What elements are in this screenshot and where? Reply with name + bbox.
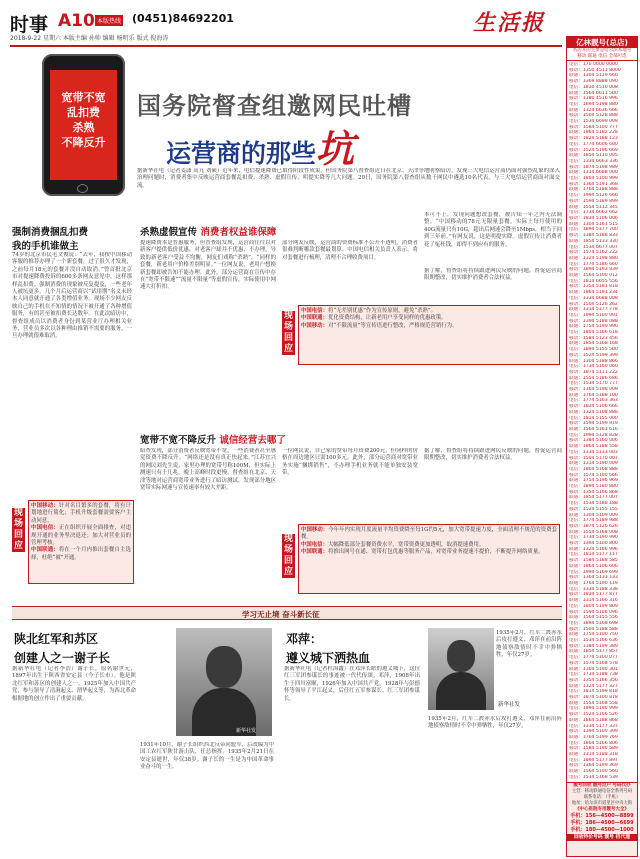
ad-number-row: 联通：1854 5168 168: [569, 341, 618, 347]
response-item: [31, 547, 131, 562]
ad-number-row: 移动：1384 5199 389: [569, 643, 618, 649]
ad-number-row: 联通：1864 5188 558: [569, 444, 618, 450]
ad-number-row: 电信：1534 5170 777: [569, 381, 618, 387]
ad-number-row: 联通：1754 5100 750: [569, 632, 618, 638]
ad-number-row: 联通：1324 5108 888: [569, 409, 618, 415]
ad-number-row: 电信：1894 5198 880: [569, 101, 618, 107]
response-item: [301, 527, 557, 542]
ad-footer2: 主营：移动联通电信全系列号码: [571, 789, 633, 794]
ad-number-row: 联通：1304 5188 866: [569, 358, 618, 364]
ad-number-row: 电信：1814 5155 000: [569, 415, 618, 421]
ad-number-row: 移动：1364 5199 369: [569, 763, 618, 769]
ad-number-row: 移动：1504 5128 888: [569, 113, 618, 119]
ad-number-row: 电信：1774 5186 660: [569, 261, 618, 267]
ad-number-row: 联通：1554 5186 686: [569, 375, 618, 381]
tag-char: 场: [13, 519, 23, 529]
ad-number-row: 联通：1314 6688 000: [569, 170, 618, 176]
ad-phone: 手机：180—4500—1000: [570, 827, 634, 833]
response-text: 今年年内实现月度流量平均资费降至每1G约5元，加大宽带提速力度，全面清理不规范的资费套餐。: [301, 527, 557, 541]
ad-number-row: 移动：1574 5168 578: [569, 660, 618, 666]
ad-number-row: 电信：1810 4510 008: [569, 84, 618, 90]
bl-caption: 新华社发: [236, 728, 257, 734]
response-text: 将在一个月内推出套餐自主选择，杜绝“被”开通。: [31, 547, 131, 561]
ad-number-row: 联通：1854 5133 330: [569, 238, 618, 244]
ad-number-row: 联通：1564 5100 012: [569, 273, 618, 279]
ad-number-row: 移动：1394 5100 399: [569, 729, 618, 735]
ad-number-row: 移动：1364 5133 133: [569, 575, 618, 581]
ad-number-row: 移动：1894 5193 939: [569, 267, 618, 273]
col2-title: [140, 224, 276, 238]
ad-number-row: 联通：1764 5199 769: [569, 734, 618, 740]
ad-number-row: 联通：1314 5188 318: [569, 752, 618, 758]
ad-footer1: 靓号回收 靓号过户 号码代办: [573, 783, 631, 788]
response-text: 对“不限流量”等宣传语进行整改，严格规范营销行为。: [327, 322, 458, 329]
ad-number-row: 联通：1564 6611 500: [569, 90, 618, 96]
response-item: [301, 549, 557, 556]
br-title-line1: 邓萍：: [286, 632, 323, 646]
ad-number-row: 联通：1754 5199 990: [569, 324, 618, 330]
ad-number-row: 移动：1354 5181 818: [569, 284, 618, 290]
ad-number-row: 联通：1554 5112 345: [569, 204, 618, 210]
ad-number-row: 移动：1504 5126 262: [569, 301, 618, 307]
header-rule: [10, 45, 562, 47]
ad-number-row: 电信：1734 6662 662: [569, 210, 618, 216]
br-title-line2: 遵义城下洒热血: [286, 651, 371, 665]
col3-mid-body: 据了解，督查组将持续跟进网民反映的问题，督促运营商限期整改，切实维护消费者合法权益。: [424, 448, 562, 462]
ad-number-row: 联通：1764 5188 100: [569, 392, 618, 398]
ad-number-row: 电信：1894 5180 880: [569, 484, 618, 490]
phone-line: 宽带不宽: [61, 91, 106, 104]
ad-number-row: 联通：1324 6636 666: [569, 107, 618, 113]
ad-number-row: 移动：1384 5188 833: [569, 233, 618, 239]
tag-char: 应: [13, 541, 23, 551]
ad-number-row: 电信：1334 5188 338: [569, 586, 618, 592]
ad-number-row: 电信：1804 5166 618: [569, 330, 618, 336]
col1-title-line1: 强制消费捆乱扣费: [12, 227, 89, 238]
tag-char: 应: [283, 567, 293, 577]
ad-number-row: 联通：1864 5106 606: [569, 563, 618, 569]
ad-number-row: 联通：1864 5188 868: [569, 717, 618, 723]
ad-number-row: 联通：1854 5177 007: [569, 495, 618, 501]
ad-number-row: 移动：1834 5106 666: [569, 404, 618, 410]
phone-graphic: [42, 54, 125, 196]
tag-char: 应: [283, 344, 293, 354]
ad-number-row: 联通：1324 5166 996: [569, 546, 618, 552]
ad-number-row: 移动：1394 5100 800: [569, 541, 618, 547]
response-label: 中国电信：: [301, 541, 328, 548]
ad-number-row: 电信：1534 5166 636: [569, 638, 618, 644]
ad-number-row: 移动：1824 5188 123: [569, 136, 618, 142]
ad-number-row: 联通：1854 5110 005: [569, 153, 618, 159]
section-title: 时事: [10, 14, 49, 36]
ad-number-row: 联通：1314 5177 778: [569, 307, 618, 313]
main-headline-line2: [166, 118, 354, 173]
br-caption: 新华社发: [498, 702, 521, 708]
col2-title-text: 杀熟虚假宣传: [140, 227, 201, 238]
ad-footer-addr: 地址：哈尔滨市道里区中央大街: [571, 801, 633, 806]
ad-number-row: 电信：1804 5199 809: [569, 603, 618, 609]
ad-number-row: 移动：1504 5170 007: [569, 455, 618, 461]
ad-number-row: 电信：1814 5177 117: [569, 552, 618, 558]
ad-number-row: 电信：1774 5100 077: [569, 655, 618, 661]
ad-number-row: 移动：1380 4516 996: [569, 96, 618, 102]
ad-number-row: 电信：1334 6688 008: [569, 295, 618, 301]
mid-response-box: [282, 524, 562, 594]
col1-title-line2: 我的手机谁做主: [12, 241, 79, 252]
ad-number-row: 移动：1524 5166 526: [569, 712, 618, 718]
bl-title-line2: 创建人之一谢子长: [14, 651, 111, 665]
ad-footer-last: 回收特价号码 靓号 招代理: [567, 834, 637, 841]
response-item: [31, 503, 131, 525]
response-item: [301, 315, 557, 322]
col2-body: 提速降费本是普惠服务，但普查组发现，运营商往往以对新客户提供低价优惠，对老客户却并不优惠，不办理，导致的新老客户受益不均衡，网友们戏称“杀熟”。“同样的套餐，新老用户价格差别明显。”一位网友说，老用户想换新套餐却被告知不能办理。此外，部分运营商在宣传中存在“宽带不限速”“流量不限量”等虚假宣传，实际使用中网速大打折扣。: [140, 240, 276, 291]
tag-char: 场: [283, 322, 293, 332]
ad-footer: [567, 782, 637, 856]
mid-title-red: 诚信经营去哪了: [219, 435, 286, 446]
ad-title: 亿林靓号(总店): [567, 37, 637, 48]
ad-number-row: 电信：1994 5190 999: [569, 706, 618, 712]
phone-line: 不降反升: [61, 136, 106, 149]
ad-number-row: 联通：1314 5190 009: [569, 461, 618, 467]
tag-char: 场: [283, 545, 293, 555]
ad-number-row: 移动：1594 5189 899: [569, 198, 618, 204]
ad-sub2: 移动 联通 电信 全部可选: [567, 54, 637, 61]
series-banner: [12, 606, 562, 620]
col2-title-red: 消费者权益谁保障: [200, 227, 277, 238]
headline-big-char: 坑: [316, 126, 355, 171]
ad-number-row: 电信：1814 6655 556: [569, 278, 618, 284]
ad-number-row: 电信：1894 5177 897: [569, 757, 618, 763]
ad-number-row: 移动：1584 5190 589: [569, 746, 618, 752]
ad-number-row: 移动：1874 5126 626: [569, 523, 618, 529]
response-item: [31, 525, 131, 547]
portrait-head: [206, 646, 242, 688]
ad-number-row: 联通：1304 5109 009: [569, 512, 618, 518]
ad-number-row: 电信：1994 5128 828: [569, 432, 618, 438]
ad-number-row: 电信：1994 5169 699: [569, 569, 618, 575]
ad-number-row: 移动：1574 5162 222: [569, 250, 618, 256]
ad-footer3: 联系电话：（手机）: [583, 795, 621, 800]
ad-number-row: 电信：1894 5168 698: [569, 620, 618, 626]
ad-number-row: 移动：1594 5106 096: [569, 609, 618, 615]
ad-number-row: 移动：1364 5191 368: [569, 181, 618, 187]
col2-body2: 部分网友反映，运营商的资费标准不公开不透明，消费者很难判断哪款套餐最划算。中国电信相关负责人表示，将对套餐进行梳理，清理不合理收费项目。: [282, 240, 418, 261]
ad-number-row: 移动：1834 5177 877: [569, 592, 618, 598]
response-text: 正在组织开展全面排查，对违规开通的业务坚决退还；加大对营业员的管理考核。: [31, 525, 131, 547]
tag-char: 现: [283, 311, 293, 321]
response-content: [298, 305, 560, 365]
ad-number-row: 电信：1334 5133 003: [569, 449, 618, 455]
response-label: 中国联通：: [301, 549, 328, 556]
bottom-left-title: [14, 630, 110, 666]
ad-sub1: 名店开的主要是哈尔滨本地号: [572, 48, 632, 53]
ad-number-row: 电信：1734 5160 060: [569, 364, 618, 370]
col1-response-box: [12, 500, 134, 584]
ad-number-row: 联通：1304 5190 301: [569, 666, 618, 672]
ad-number-row: 联通：1554 5168 008: [569, 529, 618, 535]
response-text: 优化资费结构，让新老用户享受同样的优惠政策。: [327, 315, 447, 322]
ad-number-row: 电信：1894 5177 700: [569, 227, 618, 233]
ad-number-row: 电信：1534 5168 539: [569, 774, 618, 779]
lead-paragraph: 据新华社电（记者姜潇 高亢 刘硕）近年来，电信提速降费已取得阶段性成果。但国务院第八督查组近日在北京、天津等地明察暗访，发现三大电信运营商仍面对强烈乱象的深入治理问题时，消费者集中反映运营商套餐乱扣费、杀熟、虚假宣传、明提实降等几大问题。20日，国务院第八督查组从数千网民中遴选10名代表，与三大电信运营商面对面交流。: [137, 168, 560, 189]
ad-number-row: 移动：1574 5100 666: [569, 472, 618, 478]
page-meta: 2018-9-22 星期六 本版主编 孙帅 编辑 杨明乐 版式 倪海涛: [10, 35, 169, 42]
ad-number-row: 电信：1534 6677 007: [569, 244, 618, 250]
ad-number-list: [567, 61, 637, 779]
portrait-head: [447, 640, 475, 672]
ad-number-row: 移动：1594 5199 919: [569, 421, 618, 427]
response-text: 大幅降低部分套餐资费水平，宽带资费更加透明，取消提速费用。: [327, 541, 485, 548]
br-body2b: 1935年2月，红军二渡赤水后攻打遵义，邓萍在前沿阵地侦察敌情时不幸中弹牺牲，年仅27岁。: [428, 716, 562, 730]
bl-body2: 1931年10月，谢子长组织西北反帝同盟军，后改编为中国工农红军陕甘游击队，任总指挥。1935年2月21日在安定县逝世，年仅38岁。谢子长的一生是为中国革命事业奋斗的一生。: [140, 742, 274, 771]
br-portrait: [428, 628, 494, 710]
ad-number-row: 电信：1814 5199 818: [569, 689, 618, 695]
col1-title: [12, 224, 88, 252]
ad-number-row: 联通：1564 5100 560: [569, 769, 618, 775]
ad-number-row: 电信：1334 5177 337: [569, 723, 618, 729]
ad-number-row: 电信：1734 5190 990: [569, 535, 618, 541]
response-label: 中国联通：: [301, 315, 328, 322]
ad-number-row: 电信：1774 5189 988: [569, 518, 618, 524]
ad-number-row: 移动：1874 5100 878: [569, 695, 618, 701]
phone-text: [50, 70, 117, 150]
ad-number-row: 移动：1524 5196 669: [569, 147, 618, 153]
ad-number-row: 移动：1834 5106 006: [569, 215, 618, 221]
phone-line: 杀熟: [72, 121, 95, 134]
ad-number-row: 联通：1854 5177 857: [569, 649, 618, 655]
ad-number-row: 移动：1504 5188 588: [569, 626, 618, 632]
col3-body: 本可不上，发现问题想改套餐，被告知一年之内无法调整。“中国移动的78元无限量套餐，实际上每月使用的40G流量只有10G，超出后网速会降至1Mbps，相当于回到三年前。”有网友说，这是明提实降。虚假宣传让消费者花了冤枉钱，却得不到应有的服务。: [424, 212, 562, 248]
ad-number-row: 联通：1324 5198 880: [569, 255, 618, 261]
ad-number-row: 电信：1804 5168 888: [569, 466, 618, 472]
col3-body2: 据了解，督查组将持续跟进网民反映的问题，督促运营商限期整改，切实维护消费者合法权益。: [424, 268, 562, 282]
hotline-label: 本版热线: [95, 15, 123, 26]
mid-title: [140, 432, 286, 446]
ad-number-row: 移动：1384 5160 006: [569, 438, 618, 444]
tag-char: 回: [283, 333, 293, 343]
mid-title-text: 宽带不宽不降反升: [140, 435, 220, 446]
ad-number-row: 联通：1864 5182 228: [569, 130, 618, 136]
ad-number-row: 电信：1894 5155 500: [569, 347, 618, 353]
col2-response-box: [282, 305, 562, 365]
phone-screen: [50, 70, 117, 180]
response-label: 中国移动：: [301, 527, 329, 533]
tag-char: 回: [13, 530, 23, 540]
ad-number-row: 移动：1874 5198 989: [569, 164, 618, 170]
response-tag: [12, 508, 25, 552]
page-number: A10: [58, 11, 95, 31]
ad-number-row: 电信：1994 5126 666: [569, 193, 618, 199]
response-item: [301, 323, 557, 330]
response-text: 针对名目繁多的套餐，将有计划地进行简化；手机升级套餐需要客户主动同意。: [31, 503, 131, 524]
bottom-right-title: [286, 630, 370, 666]
br-body2: 1935年2月，红军二渡赤水后攻打遵义，邓萍在前沿阵地侦察敌情时不幸中弹牺牲，年仅27岁。: [496, 630, 562, 659]
ad-number-row: 联通：1304 5119 660: [569, 73, 618, 79]
ad-phone: 手机：186—4500—6699: [570, 820, 634, 826]
mid-body: 暗查发现，部分消费者反映宽带不宽，一些消费者甚至感觉资费不降反升。“网络还是没有真正快起来。”江苏宜兴的网民刘先生说，家里办理的宽带号称100M，但实际上测速只有十几兆，晚上高峰时段更慢。督查组在北京、天津等地对运营商宽带业务进行了暗访测试，发现部分地区宽带实际网速与宣传速率有较大差距。: [140, 448, 276, 492]
ad-number-row: 移动：1584 5123 456: [569, 335, 618, 341]
ad-number-row: 电信：1334 6663 336: [569, 158, 618, 164]
ad-number-row: 移动：1584 5100 777: [569, 124, 618, 130]
ad-number-row: 电信：1804 5100 999: [569, 176, 618, 182]
br-body: 据新华社电（记者杜海鑫）在邓萍长眠的遵义城下，这位红三军团参谋长的事迹被一代代传颂。邓萍，1908年出生于四川富顺，1926年加入中国共产党，1928年与彭德怀等领导了平江起义，后任红五军参谋长、红三军团参谋长。: [284, 666, 420, 702]
ad-number-row: 联通：1564 5155 556: [569, 615, 618, 621]
ad-number-row: 电信：1804 5166 806: [569, 740, 618, 746]
col1-body: 74岁的北京市民毛文俊说：“去年，我按中国移动客服的推荐办理了一个新套餐，过了很久才发现，之前每月18元的套餐并没自动取消。”曾首批北京市对提速降费投诉的600多条网友意见中，这样那样乱扣费、强制消费的现象被反复提及，一些老年人被坑更多。几个月后运营商以“试用期”名义未经本人同意就开通了各类增值业务。现场不少网友反映自己的手机在不知情的情况下被开通了各种增值服务，有的甚至被扣费长达数年。在此次暗访中，督查组成员以消费者身份到某营业厅办理相关业务，营业员多次以各种理由推销不需要的服务，一旦办理就很难取消。: [12, 252, 132, 340]
response-label: 中国电信：: [31, 525, 59, 532]
response-label: 中国移动：: [31, 503, 59, 509]
ad-number-row: 联通：1304 5161 515: [569, 221, 618, 227]
ad-number-row: 电信：1534 6699 009: [569, 119, 618, 125]
tag-char: 现: [13, 508, 23, 518]
ad-number-row: 联通：1324 5177 327: [569, 683, 618, 689]
ad-number-row: 移动：1354 5166 356: [569, 677, 618, 683]
response-label: 中国移动：: [301, 322, 328, 329]
phone-home-button: [77, 184, 88, 193]
ad-number-row: 移动：1394 5188 088: [569, 318, 618, 324]
response-content: [298, 524, 560, 594]
response-text: 将“无差别优惠”作为宣传原则，避免“杀熟”。: [327, 308, 437, 314]
response-content: [28, 500, 134, 584]
ad-number-row: 电信：1534 5188 188: [569, 501, 618, 507]
ad-number-row: 电信：170 0000 0000: [569, 62, 618, 67]
newspaper-logo: 生活报: [473, 10, 546, 36]
portrait-body: [436, 672, 486, 710]
bl-body: 据新华社电（记者李浩）谢子长，原名谢世元，1897年出生于陕西省安定县（今子长市）。他是陕北红军和苏区的创建人之一。1925年加入中国共产党，参与领导了清涧起义、渭华起义等，为西北革命根据地的创立作出了重要贡献。: [12, 666, 136, 702]
ad-number-row: 移动：1524 5155 155: [569, 506, 618, 512]
ad-number-row: 移动：1524 5199 399: [569, 352, 618, 358]
ad-number-row: 移动：1350 4511 8000: [569, 67, 621, 73]
ad-number-row: 电信：1994 5100 001: [569, 312, 618, 318]
ad-number-row: 联通：1754 5196 969: [569, 478, 618, 484]
hotline-number: (0451)84692201: [132, 12, 234, 25]
ad-number-row: 联通：1764 5188 888: [569, 187, 618, 193]
ad-number-row: 联通：1764 5190 119: [569, 580, 618, 586]
main-headline-line1: 国务院督查组邀网民吐槽: [137, 92, 412, 120]
ad-number-row: 移动：1364 5198 009: [569, 387, 618, 393]
bl-portrait: [176, 628, 272, 736]
tag-char: 回: [283, 556, 293, 566]
ad-number-row: 电信：1774 6606 600: [569, 141, 618, 147]
headline-line2-text: 运营商的那些: [166, 139, 317, 168]
ad-number-row: 移动：1584 5188 585: [569, 558, 618, 564]
response-text: 将推出网号在通、宽带打包优惠等服务产品，对宽带业务提速不提价，不断提升网络质量。: [327, 549, 544, 556]
bl-title-line1: 陕北红军和苏区: [14, 632, 99, 646]
ad-number-row: 电信：1774 5163 363: [569, 398, 618, 404]
ad-strip: [566, 36, 638, 857]
ad-number-row: 电信：1734 5188 738: [569, 672, 618, 678]
ad-number-row: 联通：1554 5168 558: [569, 700, 618, 706]
response-label: 中国电信：: [301, 308, 328, 314]
response-tag: [282, 534, 295, 578]
ad-phone: 手机：156—4500—8899: [570, 813, 634, 819]
tag-char: 现: [283, 534, 293, 544]
mid-body2: 一位网民说，自己家的宽带每月资费200元，但同样的价格在周边地区只需100多元。此外，部分运营商对宽带业务实施“捆绑销售”，不办理手机业务就不能单独安装宽带。: [282, 448, 418, 477]
ad-number-row: 移动：1369 8888 090: [569, 79, 618, 85]
ad-number-row: 联通：1314 5166 316: [569, 598, 618, 604]
ad-number-row: 移动：1874 5111 222: [569, 369, 618, 375]
ad-number-row: 移动：1354 5166 868: [569, 489, 618, 495]
ad-footer-hot: 《中心医院专用靓号大全》: [575, 807, 629, 812]
response-tag: [282, 311, 295, 355]
response-label: 中国联通：: [31, 547, 59, 554]
phone-line: 乱扣费: [67, 106, 100, 119]
banner-text: 学习无止境 奋斗新长征: [242, 610, 320, 619]
ad-number-row: 联通：1864 5191 234: [569, 290, 618, 296]
ad-number-row: 联通：1564 5161 616: [569, 427, 618, 432]
